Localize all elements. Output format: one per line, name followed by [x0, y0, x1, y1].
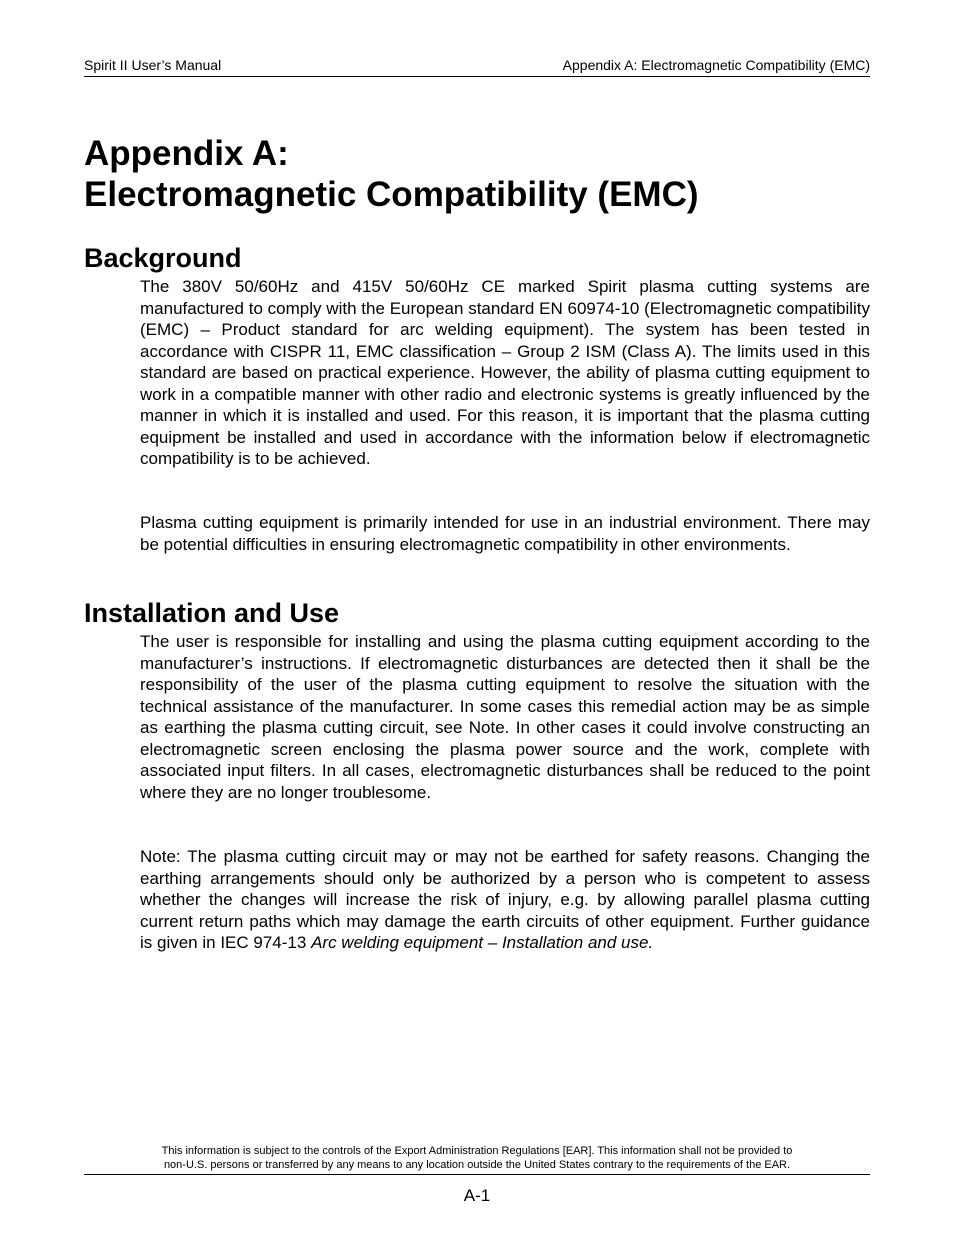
page-header	[84, 56, 870, 77]
export-notice	[84, 1144, 870, 1175]
page-title-line1: Appendix A:	[84, 134, 289, 173]
installation-note-reference: Arc welding equipment – Installation and use.	[311, 933, 654, 952]
page-title-line2: Electromagnetic Compatibility (EMC)	[84, 175, 699, 214]
installation-paragraph-1: The user is responsible for installing and using the plasma cutting equipment according to the manufacturer’s instructions. If electromagnetic disturbances are detected then it shall be the responsibility of the user of the plasma cutting equipment to resolve the situation with the technical assistance of the manufacturer. In some cases this remedial action may be as simple as earthing the plasma cutting circuit, see Note. In other cases it could involve constructing an electromagnetic screen enclosing the plasma power source and the work, complete with associated input filters. In all cases, electromagnetic disturbances shall be reduced to the point where they are no longer troublesome.	[140, 632, 870, 802]
installation-heading: Installation and Use	[84, 598, 340, 628]
page-number: A-1	[463, 1186, 491, 1205]
installation-note-text: Note: The plasma cutting circuit may or may not be earthed for safety reasons. Changing the earthing arrangements should only be authorized by a person who is competent to assess whether the changes will increase the risk of injury, e.g. by allowing parallel plasma cutting current return paths which may damage the earth circuits of other equipment. Further guidance is given in IEC 974-13	[140, 847, 870, 952]
background-paragraph-1: The 380V 50/60Hz and 415V 50/60Hz CE marked Spirit plasma cutting systems are manufactured to comply with the European standard EN 60974-10 (Electromagnetic compatibility (EMC) – Product standard for arc welding equipment). The system has been tested in accordance with CISPR 11, EMC classification – Group 2 ISM (Class A). The limits used in this standard are based on practical experience. However, the ability of plasma cutting equipment to work in a compatible manner with other radio and electronic systems is greatly influenced by the manner in which it is installed and used. For this reason, it is important that the plasma cutting equipment be installed and used in accordance with the information below if electromagnetic compatibility is to be achieved.	[140, 277, 870, 468]
page-title	[84, 133, 884, 215]
background-paragraph-2: Plasma cutting equipment is primarily intended for use in an industrial environment. There may be potential difficulties in ensuring electromagnetic compatibility in other environments.	[140, 513, 870, 554]
background-heading: Background	[84, 243, 242, 273]
export-notice-line1: This information is subject to the controls of the Export Administration Regulations [EAR]. This information shall not be provided to	[161, 1145, 793, 1157]
header-manual-title: Spirit II User’s Manual	[84, 57, 222, 73]
installation-note	[140, 846, 870, 954]
header-section-title: Appendix A: Electromagnetic Compatibility (EMC)	[562, 57, 870, 73]
export-notice-line2: non-U.S. persons or transferred by any means to any location outside the United States contrary to the requirements of the EAR.	[163, 1159, 791, 1171]
